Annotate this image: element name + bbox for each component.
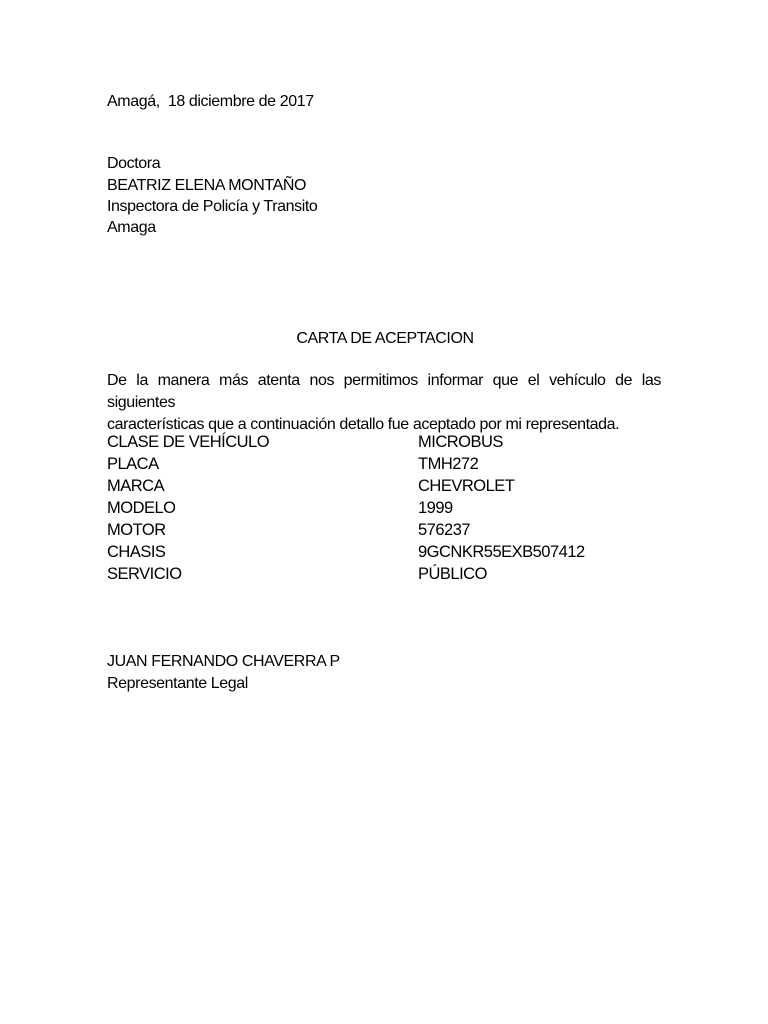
spec-value: 576237 [418,521,471,539]
spec-value: TMH272 [418,455,479,473]
letter-body-line-2: características que a continuación detallo fue aceptado por mi representada. [107,416,620,433]
spec-value: 1999 [418,499,453,517]
spec-value: 9GCNKR55EXB507412 [418,543,585,561]
letter-subject-text: CARTA DE ACEPTACION [296,330,474,347]
spec-row-servicio [107,563,667,585]
letter-body-line-1: De la manera más atenta nos permitimos informar que el vehículo de las siguientes [107,372,661,411]
spec-row-marca [107,475,667,497]
spec-label: MARCA [107,477,165,495]
spec-value: PÚBLICO [418,565,487,583]
recipient-title: Doctora [107,155,161,172]
spec-label: CHASIS [107,543,166,561]
signature-role: Representante Legal [107,675,248,692]
signature-name: JUAN FERNANDO CHAVERRA P [107,653,340,670]
spec-value: CHEVROLET [418,477,515,495]
vehicle-specs-table [107,431,667,585]
recipient-city: Amaga [107,219,156,236]
spec-row-modelo [107,497,667,519]
spec-label: CLASE DE VEHÍCULO [107,433,270,451]
spec-label: MOTOR [107,521,166,539]
spec-label: PLACA [107,455,159,473]
spec-label: SERVICIO [107,565,182,583]
spec-row-placa [107,453,667,475]
spec-row-chasis [107,541,667,563]
spec-label: MODELO [107,499,176,517]
recipient-position: Inspectora de Policía y Transito [107,198,318,215]
spec-row-motor [107,519,667,541]
letter-subject [0,329,768,349]
recipient-name: BEATRIZ ELENA MONTAÑO [107,177,307,194]
spec-row-clase [107,431,667,453]
letter-date: Amagá, 18 diciembre de 2017 [107,93,314,110]
spec-value: MICROBUS [418,433,503,451]
letter-body [107,370,661,436]
